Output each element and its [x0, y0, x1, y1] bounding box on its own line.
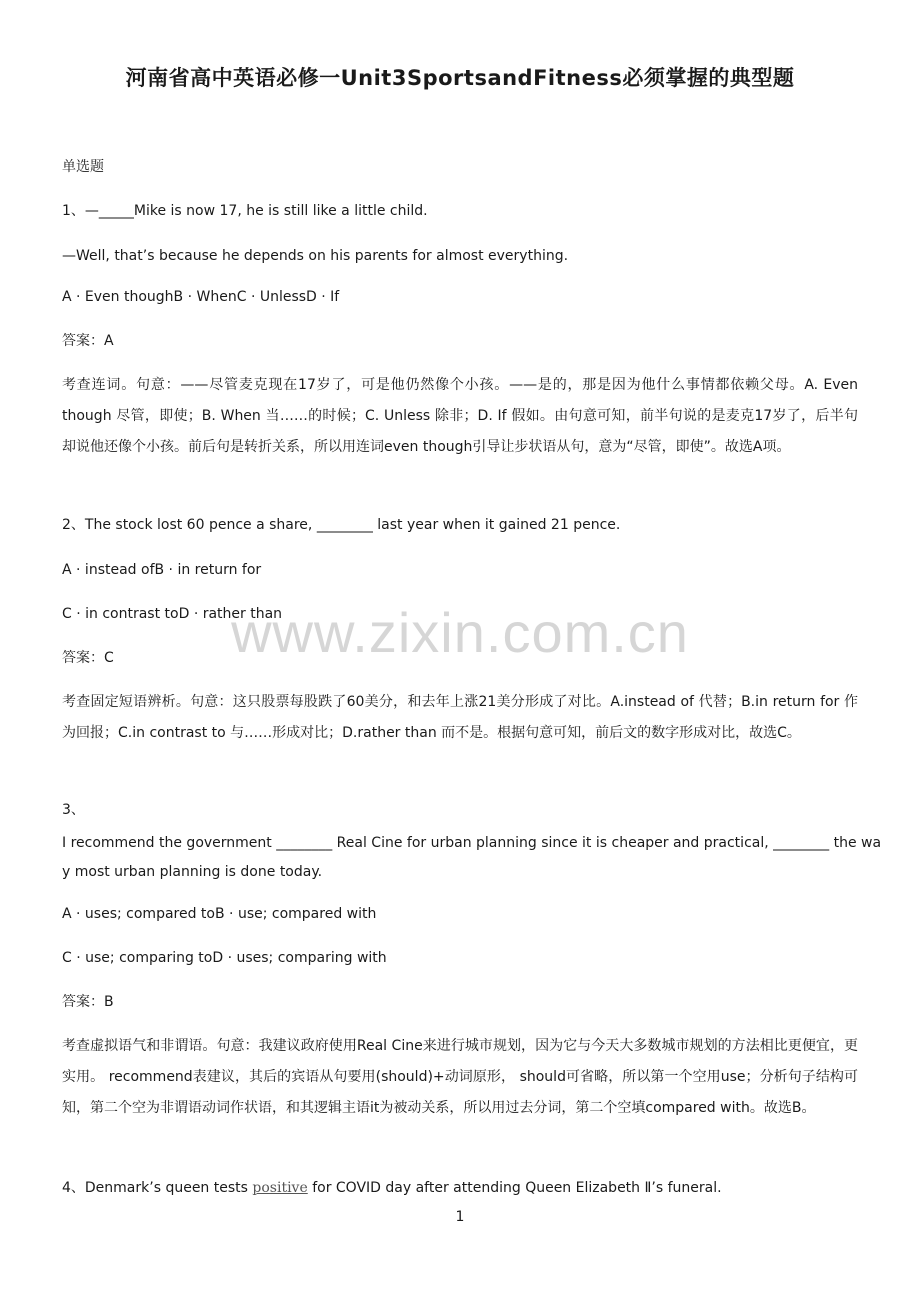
- watermark: www.zixin.com.cn: [231, 601, 689, 664]
- question-3-options-cd: C · use; comparing toD · uses; comparing with: [62, 950, 387, 966]
- document-title: 河南省高中英语必修一Unit3SportsandFitness必须掌握的典型题: [125, 66, 795, 90]
- question-3-number: 3、: [62, 802, 85, 818]
- question-4-stem-prefix: 4、Denmark’s queen tests: [62, 1180, 253, 1196]
- question-2-options-ab: A · instead ofB · in return for: [62, 562, 262, 578]
- question-2-options-cd: C · in contrast toD · rather than: [62, 606, 283, 622]
- question-3-stem-line-1: I recommend the government ________ Real Cine for urban planning since it is cheaper and practical, ________ the wa: [62, 835, 882, 851]
- section-heading: 单选题: [62, 159, 104, 175]
- question-1-stem-reply: —Well, that’s because he depends on his parents for almost everything.: [62, 248, 569, 264]
- page-number: 1: [455, 1209, 465, 1225]
- question-1-stem: 1、—_____Mike is now 17, he is still like a little child.: [62, 203, 428, 219]
- question-4-stem-suffix: for COVID day after attending Queen Elizabeth Ⅱ’s funeral.: [307, 1180, 722, 1196]
- question-1-explanation: 考查连词。句意：——尽管麦克现在17岁了，可是他仍然像个小孩。——是的，那是因为他什么事情都依赖父母。A. Even though 尽管，即使；B. When 当……的时候；C. Unless 除非；D. If 假如。由句意可知，前半句说的是麦克17岁了，后半句却说他还像个小孩。前后句是转折关系，所以用连词even though引导让步状语从句，意为“尽管，即使”。故选A项。: [62, 377, 858, 455]
- question-1-options: A · Even thoughB · WhenC · UnlessD · If: [62, 289, 340, 305]
- question-3-options-ab: A · uses; compared toB · use; compared with: [62, 906, 377, 922]
- question-3-answer: 答案：B: [62, 994, 114, 1010]
- question-4-underlined-word: positive: [252, 1180, 308, 1196]
- question-2-answer: 答案：C: [62, 650, 114, 666]
- question-2-explanation: 考查固定短语辨析。句意：这只股票每股跌了60美分，和去年上涨21美分形成了对比。A.instead of 代替；B.in return for 作为回报；C.in contrast to 与……形成对比；D.rather than 而不是。根据句意可知，前后文的数字形成对比，故选C。: [62, 694, 858, 741]
- question-2-stem: 2、The stock lost 60 pence a share, ________ last year when it gained 21 pence.: [62, 517, 621, 533]
- question-1-answer: 答案：A: [62, 333, 114, 349]
- question-3-explanation: 考查虚拟语气和非谓语。句意：我建议政府使用Real Cine来进行城市规划，因为它与今天大多数城市规划的方法相比更便宜，更实用。 recommend表建议，其后的宾语从句要用(should)+动词原形， should可省略，所以第一个空用use；分析句子结构可知，第二个空为非谓语动词作状语，和其逻辑主语it为被动关系，所以用过去分词，第二个空填compared with。故选B。: [62, 1038, 858, 1116]
- question-3-stem-line-2: y most urban planning is done today.: [62, 864, 323, 880]
- question-4-stem: [62, 1178, 862, 1198]
